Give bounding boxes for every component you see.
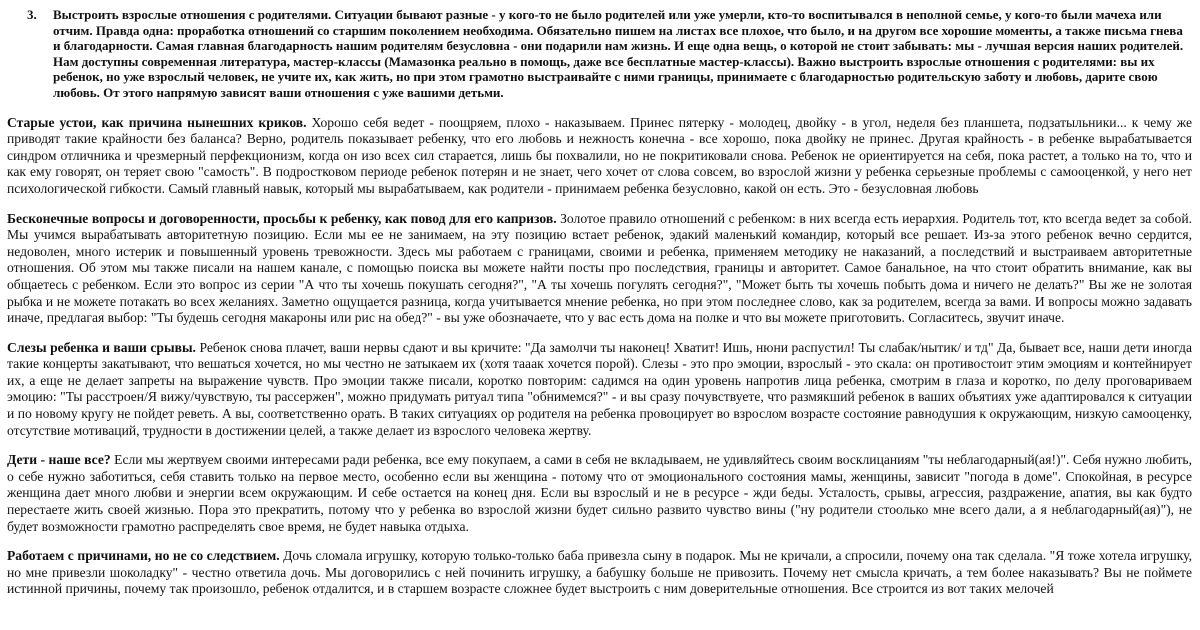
paragraph-heading: Слезы ребенка и ваши срывы. <box>7 339 196 355</box>
paragraph-heading: Старые устои, как причина нынешних криков. <box>7 114 307 130</box>
paragraph-heading: Работаем с причинами, но не со следствием. <box>7 548 280 564</box>
paragraph-heading: Бесконечные вопросы и договоренности, просьбы к ребенку, как повод для его капризов. <box>7 210 557 226</box>
item-number: 3. <box>27 7 37 22</box>
paragraph-body: Если мы жертвуем своими интересами ради ребенка, все ему покупаем, а сами в себя не вкладываем, не удивляйтесь своим восклицаниям "ты неблагодарный(ая!)". Себя нужно любить, о себе нужно заботиться, себя ставить только на первое место, особенно если вы женщина - потому что от эмоционального состояния мамы, женщины, зависит "погода в доме". Спокойная, в ресурсе женщина дает много любви и энергии всем окружающим. И себе остается на конец дня. Если вы взрослый и не в ресурсе - жди беды. Усталость, срывы, агрессия, раздражение, апатия, вы как будто перестаете жить своей жизнью. Пора это прекратить, потому что у ребенка во взрослой жизни будет сильно развито чувство вины ("ну родители стоолько мне всего дали, а я неблагодарный(ая)"), не будет возможности грамотно распределять свое время, не будет навыка отдыха. <box>7 452 1192 534</box>
paragraph-causes-not-effects <box>7 548 1192 598</box>
paragraph-children-everything <box>7 452 1192 535</box>
item-text: Выстроить взрослые отношения с родителями. Ситуации бывают разные - у кого-то не было родителей или уже умерли, кто-то воспитывался в неполной семье, у кого-то были мачеха или отчим. Правда одна: проработка отношений со старшим поколением необходима. Обязательно пишем на листах все плохое, что было, и на другом все хорошие моменты, а также письма гнева и благодарности. Самая главная благодарность нашим родителям безусловна - они подарили нам жизнь. И еще одна вещь, о которой не стоит забывать: мы - лучшая версия наших родителей. Нам доступны современная литература, мастер-классы (Мамазонка реально в помощь, даже все бесплатные мастер-классы). Важно выстроить взрослые отношения с родителями: вы их ребенок, но уже взрослый человек, не учите их, как жить, но при этом грамотно выстраивайте с ними границы, принимаете с благодарностью родительскую заботу и любовь, дарите свою любовь. От этого напрямую зависят ваши отношения с уже вашими детьми. <box>53 7 1184 100</box>
numbered-item <box>7 7 1192 101</box>
paragraph-old-foundations <box>7 115 1192 198</box>
paragraph-body: Золотое правило отношений с ребенком: в них всегда есть иерархия. Родитель тот, кто всегда ведет за собой. Мы учимся вырабатывать авторитетную позицию. Если мы ее не занимаем, на эту позицию встает ребенок, эдакий маленький командир, который все решает. Из-за этого ребенок вечно сердится, недоволен, много истерик и повышенный уровень тревожности. Здесь мы работаем с границами, своими и ребенка, применяем методику не наказаний, а последствий и выстраиваем авторитетные отношения. Об этом мы также писали на нашем канале, с помощью поиска вы можете найти посты про последствия, границы и авторитет. Самое банальное, на что стоит обратить внимание, как вы общаетесь с ребенком. Если это вопрос из серии "А что ты хочешь покушать сегодня?", "А ты хочешь погулять сегодня?", "Может быть ты хочешь побыть дома и ничего не делать?" Вы же не золотая рыбка и не можете потакать во всех желаниях. Заметно ощущается разница, когда учитывается мнение ребенка, но при этом последнее слово, как за родителем, всегда за вами. И вопросы можно задавать иначе, предлагая выбор: "Ты будешь сегодня макароны или рис на обед?" - вы уже обозначаете, что у вас есть дома на полке и что вы можете приготовить. Согласитесь, звучит иначе. <box>7 210 1192 326</box>
paragraph-body: Дочь сломала игрушку, которую только-только баба привезла сыну в подарок. Мы не кричали, а спросили, почему она так сделала. "Я тоже хотела игрушку, но мне привезли шоколадку" - честно ответила дочь. Мы договорились с ней починить игрушку, а бабушку больше не привозить. Почему нет смысла кричать, а тем более наказывать? Вы не поймете истинной причины, почему так произошло, ребенок отдалится, и в старшем возрасте сложнее будет выстроить с ним доверительные отношения. Все строится из вот таких мелочей <box>7 548 1192 597</box>
paragraph-endless-questions <box>7 211 1192 327</box>
paragraph-heading: Дети - наше все? <box>7 452 111 468</box>
paragraph-body: Ребенок снова плачет, ваши нервы сдают и вы кричите: "Да замолчи ты наконец! Хватит! Ишь, нюни распустил! Ты слабак/нытик/ и тд" Да, бывает все, наши дети иногда такие концерты закатывают, что вешаться хочется, но мы честно не затыкаем их (хотя тааак хочется порой). Слезы - это про эмоции, взрослый - это скала: он противостоит этим эмоциям и контейнирует их, а еще не делает запреты на выражение чувств. Про эмоции также писали, коротко повторим: садимся на один уровень напротив лица ребенка, смотрим в глаза и коротко, по делу проговариваем эмоцию: "Ты расстроен/Я вижу/чувствую, ты рассержен", можно придумать ритуал типа "обнимемся?" - и вы сразу почувствуете, что размякший ребенок в ваших объятиях уже адаптировался к ситуации и по новому кругу не пойдет реветь. А вы, соответственно орать. В таких ситуациях ор родителя на ребенка провоцирует во взрослом возрасте состояние равнодушия к окружающим, низкую самооценку, отсутствие мотиваций, трудности в достижении целей, а также делает из взрослого человека жертву. <box>7 339 1192 438</box>
paragraph-body: Хорошо себя ведет - поощряем, плохо - наказываем. Принес пятерку - молодец, двойку - в угол, неделя без планшета, подзатыльники... к чему же приводят такие крайности без баланса? Верно, родитель показывает ребенку, что его любовь и нежность конечна - все хорошо, пока двойку не принес. Другая крайность - в ребенке вырабатывается синдром отличника и чрезмерный перфекционизм, когда он изо всех сил старается, лишь бы похвалили, но не покритиковали снова. Ребенок не ориентируется на себя, пока растет, а только на то, что и как ему говорят, он теряет свою "самость". В подростковом периоде ребенок потерян и не знает, чего хочет от слова совсем, во взрослой жизни у ребенка серьезные проблемы с самооценкой, у него нет психологической гибкости. Самый главный навык, который мы вырабатываем, как родители - принимаем ребенка безусловно, какой он есть. Это - безусловная любовь <box>7 114 1192 196</box>
paragraph-child-tears <box>7 340 1192 440</box>
